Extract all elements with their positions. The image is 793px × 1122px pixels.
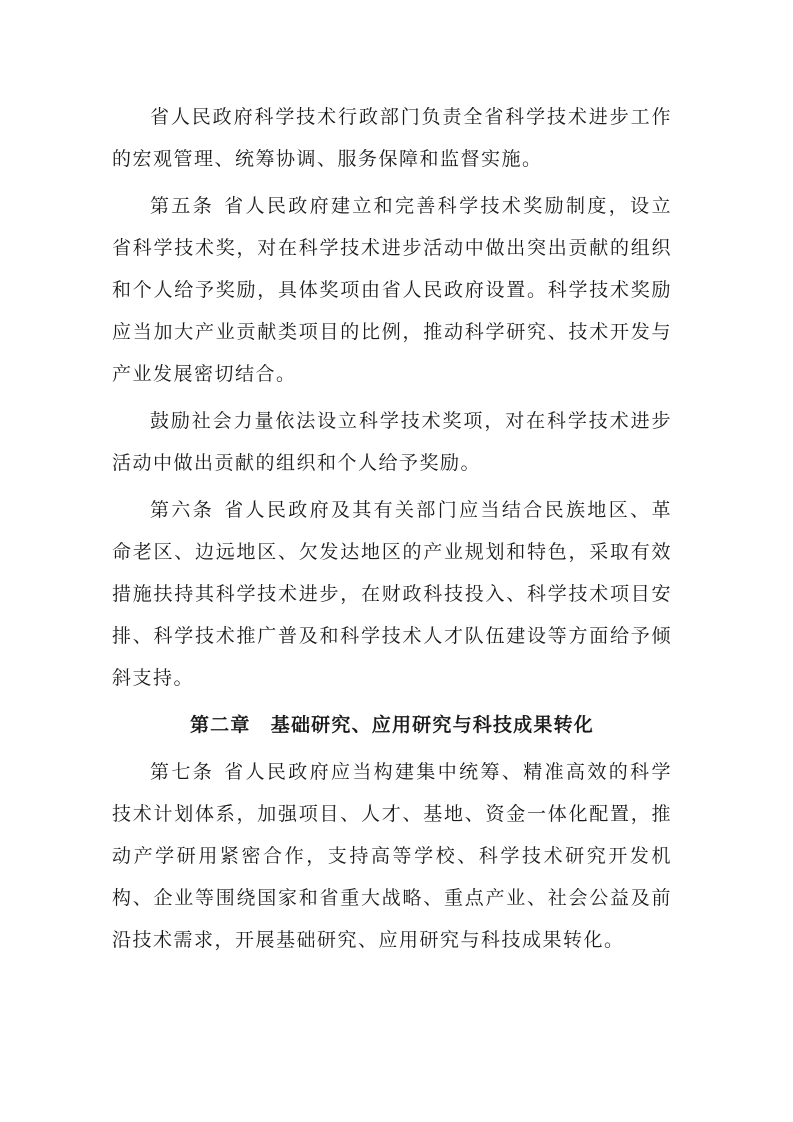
paragraph-text: 省人民政府建立和完善科学技术奖励制度，设立省科学技术奖，对在科学技术进步活动中做出突出贡献的组织和个人给予奖励，具体奖项由省人民政府设置。科学技术奖励应当加大产业贡献类项目的比例，推动科学研究、技术开发与产业发展密切结合。 xyxy=(112,195,672,385)
article-number: 第七条 xyxy=(150,761,215,783)
document-body xyxy=(112,96,672,966)
paragraph-article-6 xyxy=(112,489,672,699)
paragraph-social-awards xyxy=(112,400,672,484)
paragraph-text: 省人民政府及其有关部门应当结合民族地区、革命老区、边远地区、欠发达地区的产业规划和特色，采取有效措施扶持其科学技术进步，在财政科技投入、科学技术项目安排、科学技术推广普及和科学技术人才队伍建设等方面给予倾斜支持。 xyxy=(112,499,672,689)
article-number: 第五条 xyxy=(150,195,215,217)
paragraph-text: 鼓励社会力量依法设立科学技术奖项，对在科学技术进步活动中做出贡献的组织和个人给予奖励。 xyxy=(112,410,672,474)
paragraph-text: 省人民政府科学技术行政部门负责全省科学技术进步工作的宏观管理、统筹协调、服务保障和监督实施。 xyxy=(112,106,672,170)
paragraph-article-5 xyxy=(112,185,672,395)
paragraph-article-7 xyxy=(112,751,672,961)
chapter-heading: 第二章 基础研究、应用研究与科技成果转化 xyxy=(189,714,594,736)
paragraph-department-responsibility xyxy=(112,96,672,180)
article-number: 第六条 xyxy=(150,499,215,521)
paragraph-text: 省人民政府应当构建集中统筹、精准高效的科学技术计划体系，加强项目、人才、基地、资金一体化配置，推动产学研用紧密合作，支持高等学校、科学技术研究开发机构、企业等围绕国家和省重大战略、重点产业、社会公益及前沿技术需求，开展基础研究、应用研究与科技成果转化。 xyxy=(112,761,672,951)
